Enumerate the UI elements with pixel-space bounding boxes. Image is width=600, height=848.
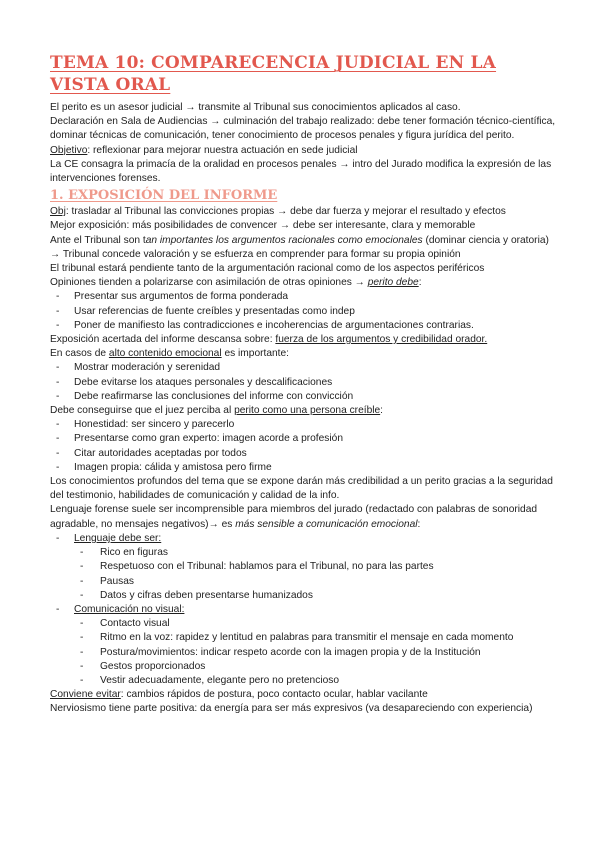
evitar-label: Conviene evitar — [50, 689, 121, 701]
list-item: - Ritmo en la voz: rapidez y lentitud en palabras para transmitir el mensaje en cada momento — [50, 631, 556, 645]
obj-text: : trasladar al Tribunal las convicciones propias → debe dar fuerza y mejorar el resultado y efectos — [65, 206, 506, 218]
list-item: - Respetuoso con el Tribunal: hablamos para el Tribunal, no para las partes — [50, 560, 556, 574]
lenguaje-text-c: : — [417, 518, 421, 530]
nerviosismo: Nerviosismo tiene parte positiva: da energía para ser más expresivos (va desapareciendo con experiencia) — [50, 703, 533, 715]
list-item: - Presentar sus argumentos de forma ponderada — [50, 290, 556, 304]
ante-text-c: (dominar ciencia y oratoria) → Tribunal concede valoración y se esfuerza en comprender para formar su propia opinión — [50, 234, 549, 260]
casos-text-b: alto contenido emocional — [108, 348, 222, 360]
intro-objetivo — [50, 144, 556, 158]
juez-perciba — [50, 404, 556, 418]
intro-line: El perito es un asesor judicial → transmite al Tribunal sus conocimientos aplicados al caso. — [50, 102, 461, 113]
mejor-exposicion: Mejor exposición: más posibilidades de convencer → debe ser interesante, clara y memorable — [50, 220, 476, 232]
intro-declaracion: Declaración en Sala de Audiencias → culminación del trabajo realizado: debe tener formación técnico-científica, dominar técnicas de comunicación, tener conocimiento de procesos penales y figura jurídica del perito. — [50, 116, 556, 142]
list-item: - Usar referencias de fuente creíbles y presentadas como indep — [50, 305, 556, 319]
exposicion-text-a: Exposición acertada del informe descansa sobre: — [50, 334, 276, 346]
lenguaje-list — [50, 546, 556, 603]
list-item: - Postura/movimientos: indicar respeto acorde con la imagen propia y de la Institución — [50, 646, 556, 660]
noverbal-heading: Comunicación no visual: — [74, 603, 185, 615]
page-title: TEMA 10: COMPARECENCIA JUDICIAL EN LA VISTA ORAL — [50, 53, 497, 95]
opiniones-text-b: perito debe — [367, 277, 419, 289]
ante-tribunal — [50, 234, 556, 262]
list-item — [50, 603, 556, 688]
exposicion-text-b: fuerza de los argumentos y credibilidad orador. — [275, 334, 488, 346]
juez-text-b: perito como una persona creíble — [234, 405, 381, 417]
opiniones-text-a: Opiniones tienden a polarizarse con asimilación de otras opiniones → — [50, 277, 368, 289]
casos-text-c: es importante: — [221, 348, 290, 360]
opiniones-text-c: : — [418, 277, 422, 289]
ante-text-a: Ante el Tribunal son t — [50, 234, 146, 246]
emocional-list — [50, 361, 556, 404]
list-item: - Datos y cifras deben presentarse humanizados — [50, 589, 556, 603]
list-item: - Presentarse como gran experto: imagen acorde a profesión — [50, 432, 556, 446]
lenguaje-text-b: más sensible a comunicación emocional — [235, 518, 418, 530]
obj-label: Obj — [50, 206, 66, 218]
objetivo-label: Objetivo — [50, 144, 88, 156]
list-item: - Gestos proporcionados — [50, 660, 556, 674]
list-item: - Pausas — [50, 575, 556, 589]
list-item: - Honestidad: ser sincero y parecerlo — [50, 418, 556, 432]
opiniones-line — [50, 276, 556, 290]
juez-text-a: Debe conseguirse que el juez perciba al — [50, 405, 235, 417]
lenguaje-outer-list — [50, 532, 556, 688]
exposicion-acertada — [50, 333, 556, 347]
list-item: - Contacto visual — [50, 617, 556, 631]
lenguaje-forense — [50, 503, 556, 531]
perito-list — [50, 290, 556, 333]
lenguaje-text-a: Lenguaje forense suele ser incomprensible para miembros del jurado (redactado con palabras de sonoridad agradable, no mensajes negativos)→ es — [50, 504, 538, 530]
objetivo-text: : reflexionar para mejorar nuestra actuación en sede judicial — [87, 144, 358, 156]
conocimientos-profundos: Los conocimientos profundos del tema que se expone darán más credibilidad a un perito gracias a la seguridad del testimonio, habilidades de comunicación y calidad de la info. — [50, 476, 553, 502]
evitar-text: : cambios rápidos de postura, poco contacto ocular, hablar vacilante — [120, 689, 428, 701]
section-heading-exposicion: 1. EXPOSICIÓN DEL INFORME — [50, 188, 278, 204]
list-item: - Mostrar moderación y serenidad — [50, 361, 556, 375]
intro-ce: La CE consagra la primacía de la oralidad en procesos penales → intro del Jurado modifica la expresión de las intervenciones forenses. — [50, 158, 552, 185]
juez-text-c: : — [380, 405, 384, 417]
tribunal-pendiente: El tribunal estará pendiente tanto de la argumentación racional como de los aspectos periféricos — [50, 263, 485, 275]
list-item: - Debe reafirmarse las conclusiones del informe con convicción — [50, 390, 556, 404]
obj-line — [50, 205, 556, 219]
ante-text-b: an importantes los argumentos racionales como emocionales — [145, 234, 423, 246]
creible-list — [50, 418, 556, 475]
conviene-evitar — [50, 688, 556, 702]
casos-emocional — [50, 347, 556, 361]
casos-text-a: En casos de — [50, 348, 109, 360]
lenguaje-heading: Lenguaje debe ser: — [74, 532, 162, 544]
list-item: - Poner de manifiesto las contradicciones e incoherencias de argumentaciones contrarias. — [50, 319, 556, 333]
noverbal-list — [50, 617, 556, 688]
list-item: - Imagen propia: cálida y amistosa pero firme — [50, 461, 556, 475]
list-item: - Rico en figuras — [50, 546, 556, 560]
list-item — [50, 532, 556, 603]
list-item: - Citar autoridades aceptadas por todos — [50, 447, 556, 461]
list-item: - Debe evitarse los ataques personales y descalificaciones — [50, 376, 556, 390]
list-item: - Vestir adecuadamente, elegante pero no pretencioso — [50, 674, 556, 688]
